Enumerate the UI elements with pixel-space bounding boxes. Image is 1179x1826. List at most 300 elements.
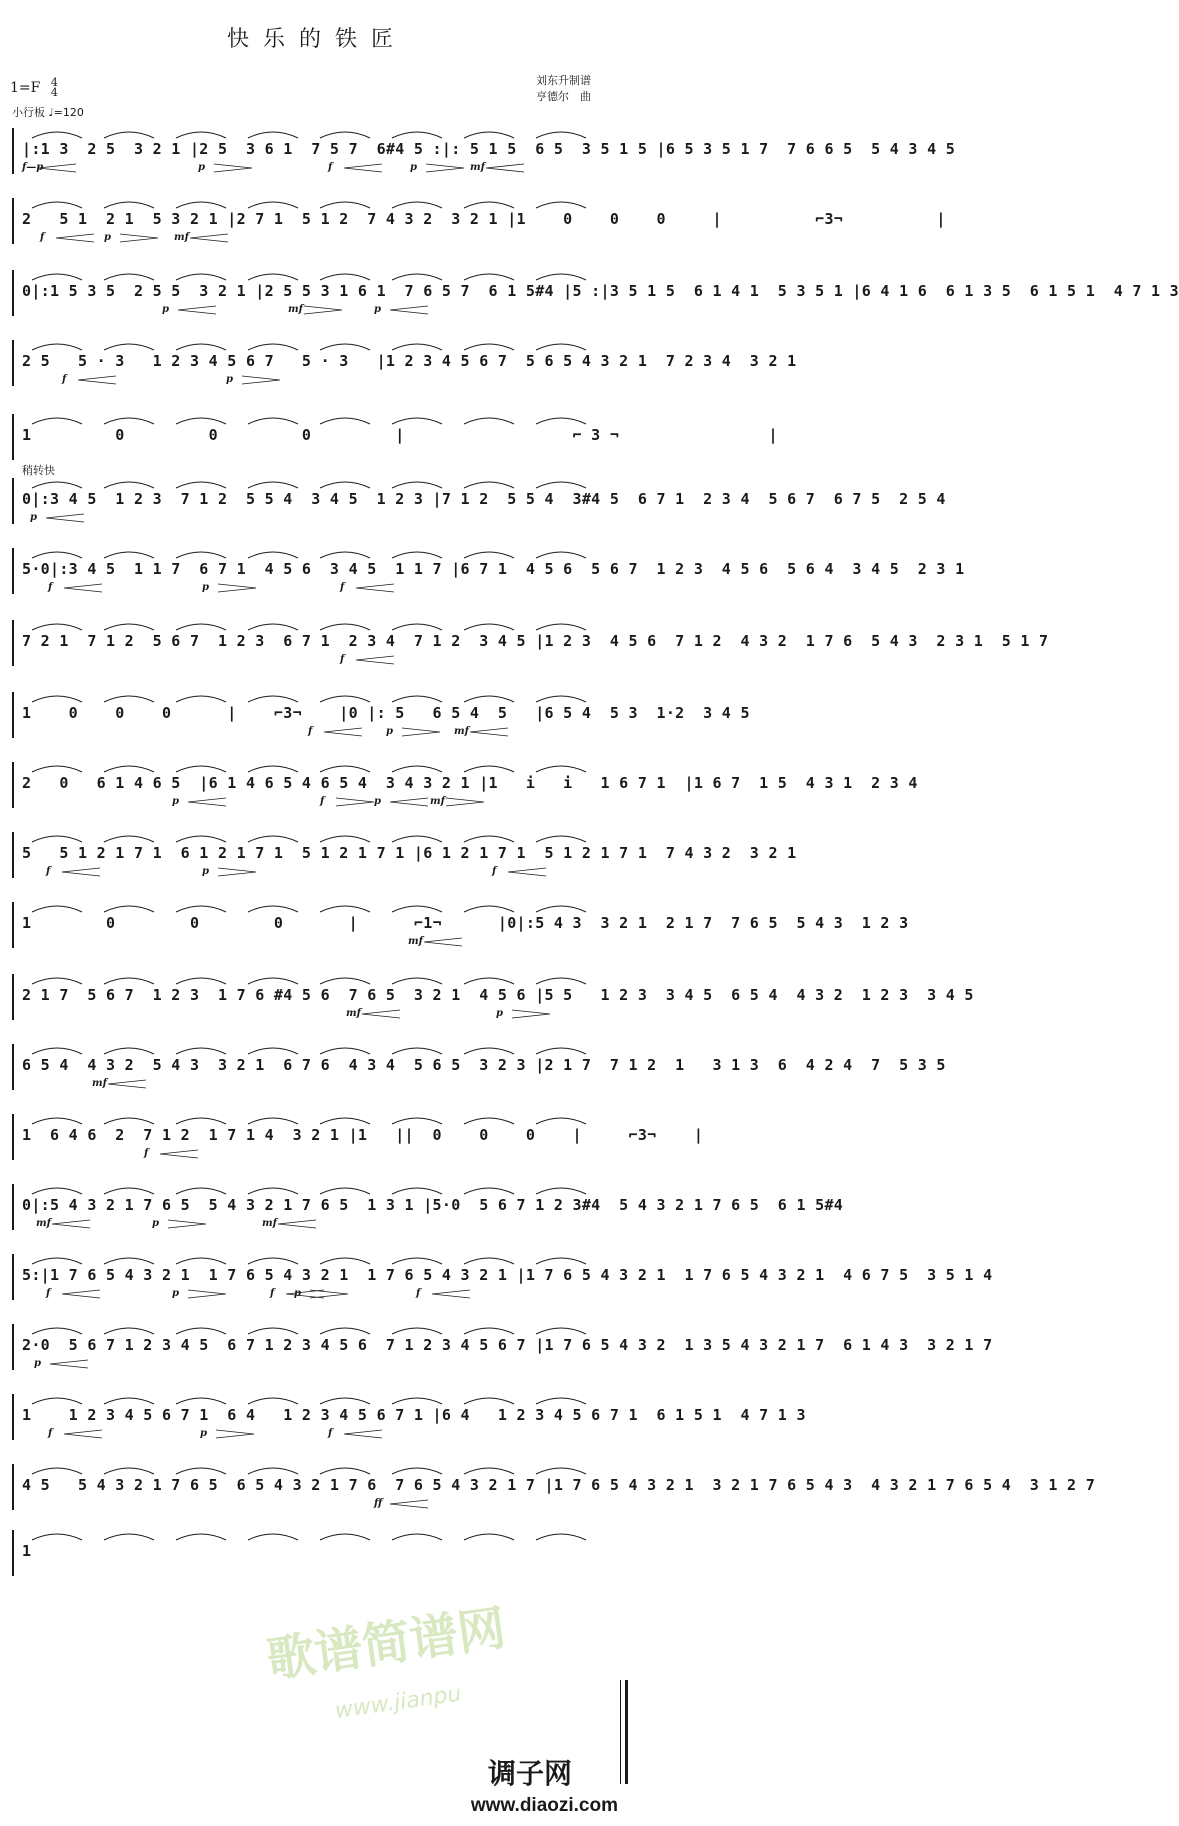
slur-arc bbox=[248, 696, 298, 702]
slur-arc bbox=[320, 1118, 370, 1124]
hairpin-mark bbox=[64, 1429, 104, 1439]
slur-arc bbox=[464, 696, 514, 702]
slur-marks bbox=[22, 196, 616, 210]
notation-line: 2 0 6 1 4 6 5 |6 1 4 6 5 4 6 5 4 3 4 3 2 1 |1 i i 1 6 7 1 |1 6 7 1 5 4 3 1 2 3 4 bbox=[22, 774, 918, 792]
slur-arc bbox=[464, 1534, 514, 1540]
slur-arc bbox=[248, 1188, 298, 1194]
hairpin-mark bbox=[52, 1219, 92, 1229]
arranger-credit: 刘东升制谱 bbox=[536, 74, 591, 87]
slur-arc bbox=[392, 202, 442, 208]
dynamic-mark: mf bbox=[430, 796, 445, 807]
slur-arc bbox=[464, 836, 514, 842]
slur-arc bbox=[248, 1258, 298, 1264]
slur-arc bbox=[392, 1048, 442, 1054]
dynamic-mark: p bbox=[34, 1358, 41, 1369]
slur-arc bbox=[32, 906, 82, 912]
slur-arc bbox=[176, 1328, 226, 1334]
notation-line: 1 6 4 6 2 7 1 2 1 7 1 4 3 2 1 |1 || 0 0 0 | ⌐3¬ | bbox=[22, 1126, 704, 1144]
score-line bbox=[12, 190, 946, 246]
slur-arc bbox=[464, 906, 514, 912]
slur-arc bbox=[536, 1118, 586, 1124]
slur-arc bbox=[176, 1468, 226, 1474]
slur-marks bbox=[22, 546, 616, 560]
slur-arc bbox=[248, 1328, 298, 1334]
tempo-marking: 小行板 ♩=120 bbox=[12, 106, 84, 119]
slur-arc bbox=[392, 624, 442, 630]
slur-arc bbox=[320, 1048, 370, 1054]
hairpin-mark bbox=[62, 867, 102, 877]
hairpin-mark bbox=[242, 375, 282, 385]
slur-arc bbox=[536, 1534, 586, 1540]
slur-arc bbox=[248, 624, 298, 630]
site-brand-url: www.diaozi.com bbox=[470, 1795, 618, 1816]
slur-arc bbox=[320, 132, 370, 138]
hairpin-mark bbox=[336, 797, 376, 807]
score-line bbox=[12, 1106, 704, 1162]
dynamic-mark: f bbox=[416, 1288, 421, 1299]
dynamics-row bbox=[22, 1218, 616, 1232]
hairpin-mark bbox=[56, 233, 96, 243]
slur-arc bbox=[536, 1048, 586, 1054]
slur-arc bbox=[32, 696, 82, 702]
dynamics-row bbox=[22, 936, 616, 950]
slur-arc bbox=[32, 202, 82, 208]
slur-arc bbox=[464, 1048, 514, 1054]
slur-arc bbox=[536, 766, 586, 772]
dynamic-mark: f bbox=[62, 374, 67, 385]
system-barline bbox=[12, 1530, 14, 1576]
slur-arc bbox=[176, 624, 226, 630]
system-barline bbox=[12, 548, 14, 594]
slur-arc bbox=[104, 1258, 154, 1264]
slur-arc bbox=[320, 696, 370, 702]
dynamic-mark: mf bbox=[346, 1008, 361, 1019]
slur-arc bbox=[248, 202, 298, 208]
system-barline bbox=[12, 1044, 14, 1090]
hairpin-mark bbox=[50, 1359, 90, 1369]
slur-arc bbox=[464, 624, 514, 630]
slur-marks bbox=[22, 126, 616, 140]
dynamic-mark: mf bbox=[36, 1218, 51, 1229]
dynamics-row bbox=[22, 796, 616, 810]
slur-arc bbox=[536, 836, 586, 842]
slur-arc bbox=[32, 1398, 82, 1404]
hairpin-mark bbox=[424, 937, 464, 947]
slur-arc bbox=[176, 1534, 226, 1540]
dynamic-mark: p bbox=[386, 726, 393, 737]
slur-arc bbox=[464, 1398, 514, 1404]
watermark-text: 歌谱简谱网 bbox=[263, 1599, 510, 1689]
score-line bbox=[12, 1456, 1096, 1512]
slur-arc bbox=[464, 1258, 514, 1264]
hairpin-mark bbox=[64, 583, 104, 593]
slur-arc bbox=[320, 624, 370, 630]
slur-arc bbox=[536, 132, 586, 138]
dynamics-row bbox=[22, 582, 616, 596]
dynamic-mark: f bbox=[40, 232, 45, 243]
slur-arc bbox=[536, 418, 586, 424]
slur-arc bbox=[320, 1534, 370, 1540]
hairpin-mark bbox=[512, 1009, 552, 1019]
time-signature bbox=[51, 78, 58, 98]
slur-arc bbox=[536, 978, 586, 984]
slur-arc bbox=[248, 836, 298, 842]
slur-arc bbox=[464, 766, 514, 772]
slur-arc bbox=[392, 696, 442, 702]
slur-arc bbox=[464, 482, 514, 488]
slur-arc bbox=[248, 482, 298, 488]
slur-arc bbox=[248, 1534, 298, 1540]
slur-arc bbox=[248, 1048, 298, 1054]
slur-arc bbox=[176, 1118, 226, 1124]
slur-arc bbox=[104, 132, 154, 138]
score-line bbox=[12, 966, 974, 1022]
slur-arc bbox=[320, 906, 370, 912]
dynamic-mark: p bbox=[496, 1008, 503, 1019]
slur-arc bbox=[104, 978, 154, 984]
hairpin-mark bbox=[168, 1219, 208, 1229]
slur-arc bbox=[392, 132, 442, 138]
slur-arc bbox=[392, 1188, 442, 1194]
hairpin-mark bbox=[78, 375, 118, 385]
slur-arc bbox=[392, 482, 442, 488]
score-line bbox=[12, 824, 797, 880]
notation-line: 1 bbox=[22, 1542, 32, 1560]
dynamic-mark: p bbox=[200, 1428, 207, 1439]
slur-arc bbox=[248, 418, 298, 424]
dynamics-row bbox=[22, 1358, 616, 1372]
dynamic-mark: f bbox=[48, 1428, 53, 1439]
notation-line: 1 0 0 0 | ⌐1¬ |0|:5 4 3 3 2 1 2 1 7 7 6 5 5 4 3 1 2 3 bbox=[22, 914, 909, 932]
slur-arc bbox=[392, 766, 442, 772]
slur-arc bbox=[320, 978, 370, 984]
dynamic-mark: f bbox=[308, 726, 313, 737]
slur-marks bbox=[22, 618, 616, 632]
system-barline bbox=[12, 414, 14, 460]
dynamic-mark: f bbox=[328, 162, 333, 173]
slur-arc bbox=[320, 274, 370, 280]
watermark-logo bbox=[260, 1600, 520, 1740]
score-line bbox=[12, 120, 956, 176]
slur-arc bbox=[104, 1534, 154, 1540]
dynamic-mark: mf bbox=[408, 936, 423, 947]
dynamic-mark: p bbox=[162, 304, 169, 315]
hairpin-mark bbox=[508, 867, 548, 877]
dynamic-mark: p bbox=[104, 232, 111, 243]
slur-arc bbox=[536, 274, 586, 280]
slur-arc bbox=[248, 978, 298, 984]
slur-arc bbox=[32, 1118, 82, 1124]
dynamic-mark: mf bbox=[454, 726, 469, 737]
notation-line: 7 2 1 7 1 2 5 6 7 1 2 3 6 7 1 2 3 4 7 1 2 3 4 5 |1 2 3 4 5 6 7 1 2 4 3 2 1 7 6 5 4 3 2 3 1 5 1 7 bbox=[22, 632, 1049, 650]
slur-arc bbox=[464, 344, 514, 350]
dynamic-mark: p bbox=[198, 162, 205, 173]
slur-marks bbox=[22, 1182, 616, 1196]
hairpin-mark bbox=[362, 1009, 402, 1019]
slur-arc bbox=[320, 344, 370, 350]
dynamic-mark: p bbox=[226, 374, 233, 385]
notation-line: 0|:1 5 3 5 2 5 5 3 2 1 |2 5 5 3 1 6 1 7 6 5 7 6 1 5#4 |5 :|3 5 1 5 6 1 4 1 5 3 5 1 |6 4 1 6 6 1 3 5 6 1 5 1 4 7 1 3 bbox=[22, 282, 1179, 300]
composer-credit: 亨德尔 曲 bbox=[536, 90, 591, 103]
notation-line: 0|:5 4 3 2 1 7 6 5 5 4 3 2 1 7 6 5 1 3 1 |5·0 5 6 7 1 2 3#4 5 4 3 2 1 7 6 5 6 1 5#4 bbox=[22, 1196, 844, 1214]
hairpin-mark bbox=[214, 163, 254, 173]
slur-arc bbox=[464, 552, 514, 558]
hairpin-mark bbox=[390, 797, 430, 807]
slur-arc bbox=[320, 766, 370, 772]
slur-marks bbox=[22, 830, 616, 844]
slur-arc bbox=[248, 552, 298, 558]
score-line bbox=[12, 1036, 946, 1092]
dynamics-row bbox=[22, 304, 616, 318]
slur-marks bbox=[22, 338, 616, 352]
slur-arc bbox=[32, 482, 82, 488]
slur-arc bbox=[176, 978, 226, 984]
slur-arc bbox=[104, 482, 154, 488]
slur-arc bbox=[536, 1468, 586, 1474]
system-barline bbox=[12, 340, 14, 386]
dynamic-mark: mf bbox=[262, 1218, 277, 1229]
meter-bottom: 4 bbox=[50, 86, 58, 99]
slur-marks bbox=[22, 412, 616, 426]
system-barline bbox=[12, 1254, 14, 1300]
system-barline bbox=[12, 1394, 14, 1440]
dynamic-mark: p bbox=[152, 1218, 159, 1229]
slur-arc bbox=[104, 1468, 154, 1474]
slur-arc bbox=[104, 1118, 154, 1124]
slur-arc bbox=[104, 1328, 154, 1334]
score-line bbox=[12, 1176, 844, 1232]
dynamic-mark: mf bbox=[92, 1078, 107, 1089]
score-line bbox=[12, 612, 1049, 668]
score-line bbox=[12, 754, 918, 810]
slur-marks bbox=[22, 268, 616, 282]
slur-arc bbox=[392, 1398, 442, 1404]
slur-arc bbox=[320, 1188, 370, 1194]
dynamic-mark: mf bbox=[174, 232, 189, 243]
hairpin-mark bbox=[178, 305, 218, 315]
notation-line: 2 5 5 · 3 1 2 3 4 5 6 7 5 · 3 |1 2 3 4 5 6 7 5 6 5 4 3 2 1 7 2 3 4 3 2 1 bbox=[22, 352, 797, 370]
slur-arc bbox=[176, 906, 226, 912]
slur-arc bbox=[32, 274, 82, 280]
slur-arc bbox=[32, 766, 82, 772]
slur-arc bbox=[104, 906, 154, 912]
score-line bbox=[12, 540, 965, 596]
notation-line: 2 5 1 2 1 5 3 2 1 |2 7 1 5 1 2 7 4 3 2 3 2 1 |1 0 0 0 | ⌐3¬ | bbox=[22, 210, 946, 228]
score-line bbox=[12, 894, 909, 950]
hairpin-mark bbox=[216, 1429, 256, 1439]
notation-line: 4 5 5 4 3 2 1 7 6 5 6 5 4 3 2 1 7 6 7 6 5 4 3 2 1 7 |1 7 6 5 4 3 2 1 3 2 1 7 6 5 4 3 4 3 2 1 7 6 5 4 3 1 2 7 bbox=[22, 1476, 1096, 1494]
system-barline bbox=[12, 832, 14, 878]
slur-marks bbox=[22, 900, 616, 914]
slur-arc bbox=[320, 1398, 370, 1404]
slur-arc bbox=[176, 696, 226, 702]
system-barline bbox=[12, 1324, 14, 1370]
hairpin-mark bbox=[190, 233, 230, 243]
slur-arc bbox=[464, 274, 514, 280]
slur-arc bbox=[32, 836, 82, 842]
dynamics-row bbox=[22, 512, 616, 526]
dynamics-row bbox=[22, 1498, 616, 1512]
hairpin-mark bbox=[486, 163, 526, 173]
slur-arc bbox=[104, 1188, 154, 1194]
dynamic-mark: f bbox=[46, 1288, 51, 1299]
slur-arc bbox=[320, 552, 370, 558]
slur-arc bbox=[536, 906, 586, 912]
slur-arc bbox=[176, 1188, 226, 1194]
tempo-change-marking: 稍转快 bbox=[22, 464, 55, 477]
slur-arc bbox=[176, 1398, 226, 1404]
score-line bbox=[12, 332, 797, 388]
slur-arc bbox=[104, 1398, 154, 1404]
slur-arc bbox=[104, 274, 154, 280]
slur-arc bbox=[392, 552, 442, 558]
slur-arc bbox=[320, 1258, 370, 1264]
slur-arc bbox=[176, 202, 226, 208]
slur-arc bbox=[176, 418, 226, 424]
dynamic-mark: f bbox=[340, 582, 345, 593]
hairpin-mark bbox=[160, 1149, 200, 1159]
dynamics-row bbox=[22, 866, 616, 880]
hairpin-mark bbox=[356, 583, 396, 593]
system-barline bbox=[12, 1114, 14, 1160]
score-line bbox=[12, 1246, 993, 1302]
slur-arc bbox=[392, 1534, 442, 1540]
slur-arc bbox=[176, 766, 226, 772]
dynamics-row bbox=[22, 1288, 616, 1302]
slur-arc bbox=[392, 1468, 442, 1474]
notation-line: 2 1 7 5 6 7 1 2 3 1 7 6 #4 5 6 7 6 5 3 2 1 4 5 6 |5 5 1 2 3 3 4 5 6 5 4 4 3 2 1 2 3 3 4 5 bbox=[22, 986, 974, 1004]
dynamic-mark: f bbox=[270, 1288, 275, 1299]
dynamic-mark: p bbox=[374, 796, 381, 807]
hairpin-mark bbox=[278, 1219, 318, 1229]
slur-arc bbox=[104, 766, 154, 772]
dynamics-row bbox=[22, 1148, 616, 1162]
dynamic-mark: p bbox=[294, 1288, 301, 1299]
slur-arc bbox=[176, 482, 226, 488]
score-line bbox=[12, 1386, 806, 1442]
dynamic-mark: f—p bbox=[22, 162, 44, 173]
slur-arc bbox=[320, 1328, 370, 1334]
slur-arc bbox=[536, 624, 586, 630]
dynamic-mark: f bbox=[144, 1148, 149, 1159]
slur-arc bbox=[464, 1188, 514, 1194]
system-barline bbox=[12, 270, 14, 316]
slur-arc bbox=[320, 202, 370, 208]
slur-arc bbox=[104, 696, 154, 702]
notation-line: 1 0 0 0 | ⌐ 3 ¬ | bbox=[22, 426, 778, 444]
system-barline bbox=[12, 198, 14, 244]
dynamics-row bbox=[22, 654, 616, 668]
slur-arc bbox=[536, 1258, 586, 1264]
notation-line: 1 1 2 3 4 5 6 7 1 6 4 1 2 3 4 5 6 7 1 |6 4 1 2 3 4 5 6 7 1 6 1 5 1 4 7 1 3 bbox=[22, 1406, 806, 1424]
notation-line: |:1 3 2 5 3 2 1 |2 5 3 6 1 7 5 7 6#4 5 :|: 5 1 5 6 5 3 5 1 5 |6 5 3 5 1 7 7 6 6 5 5 4 3 4 5 bbox=[22, 140, 956, 158]
score-line bbox=[12, 1316, 993, 1372]
slur-arc bbox=[464, 1468, 514, 1474]
hairpin-mark bbox=[402, 727, 442, 737]
score-line bbox=[12, 684, 750, 740]
slur-arc bbox=[392, 1328, 442, 1334]
slur-arc bbox=[248, 274, 298, 280]
dynamic-mark: f bbox=[328, 1428, 333, 1439]
slur-marks bbox=[22, 972, 616, 986]
score-line bbox=[12, 1522, 624, 1578]
hairpin-mark bbox=[344, 163, 384, 173]
slur-arc bbox=[248, 1398, 298, 1404]
slur-arc bbox=[32, 1468, 82, 1474]
slur-arc bbox=[32, 132, 82, 138]
slur-arc bbox=[32, 552, 82, 558]
slur-arc bbox=[392, 978, 442, 984]
slur-arc bbox=[464, 132, 514, 138]
hairpin-mark bbox=[218, 867, 258, 877]
slur-arc bbox=[392, 836, 442, 842]
system-barline bbox=[12, 902, 14, 948]
dynamic-mark: p bbox=[410, 162, 417, 173]
hairpin-mark bbox=[62, 1289, 102, 1299]
hairpin-mark bbox=[426, 163, 466, 173]
score-line bbox=[12, 262, 1179, 318]
notation-line: 1 0 0 0 | ⌐3¬ |0 |: 5 6 5 4 5 |6 5 4 5 3 1·2 3 4 5 bbox=[22, 704, 750, 722]
dynamic-mark: mf bbox=[288, 304, 303, 315]
slur-arc bbox=[176, 1048, 226, 1054]
slur-marks bbox=[22, 760, 616, 774]
score-line bbox=[12, 464, 946, 526]
slur-arc bbox=[32, 978, 82, 984]
slur-arc bbox=[176, 274, 226, 280]
slur-arc bbox=[392, 1258, 442, 1264]
slur-arc bbox=[536, 482, 586, 488]
slur-arc bbox=[536, 696, 586, 702]
slur-arc bbox=[320, 836, 370, 842]
slur-arc bbox=[32, 1258, 82, 1264]
slur-marks bbox=[22, 1112, 616, 1126]
slur-marks bbox=[22, 476, 616, 490]
slur-arc bbox=[104, 418, 154, 424]
slur-marks bbox=[22, 1322, 616, 1336]
final-barline bbox=[620, 1680, 628, 1784]
slur-arc bbox=[248, 132, 298, 138]
key-signature bbox=[10, 78, 58, 98]
dynamic-mark: f bbox=[320, 796, 325, 807]
slur-arc bbox=[176, 1258, 226, 1264]
dynamics-row bbox=[22, 448, 616, 462]
hairpin-mark bbox=[470, 727, 510, 737]
hairpin-mark bbox=[390, 1499, 430, 1509]
dynamic-mark: mf bbox=[470, 162, 485, 173]
slur-arc bbox=[32, 1048, 82, 1054]
slur-arc bbox=[32, 1534, 82, 1540]
dynamic-mark: p bbox=[202, 582, 209, 593]
slur-arc bbox=[104, 624, 154, 630]
hairpin-mark bbox=[46, 513, 86, 523]
slur-arc bbox=[32, 344, 82, 350]
system-barline bbox=[12, 478, 14, 524]
system-barline bbox=[12, 692, 14, 738]
dynamic-mark: p bbox=[30, 512, 37, 523]
score-line bbox=[12, 406, 778, 462]
system-barline bbox=[12, 762, 14, 808]
system-barline bbox=[12, 1464, 14, 1510]
slur-arc bbox=[464, 202, 514, 208]
dynamic-mark: f bbox=[48, 582, 53, 593]
slur-arc bbox=[32, 624, 82, 630]
slur-arc bbox=[32, 418, 82, 424]
hairpin-mark bbox=[38, 163, 78, 173]
slur-arc bbox=[104, 552, 154, 558]
slur-arc bbox=[392, 418, 442, 424]
slur-marks bbox=[22, 690, 616, 704]
slur-arc bbox=[248, 344, 298, 350]
